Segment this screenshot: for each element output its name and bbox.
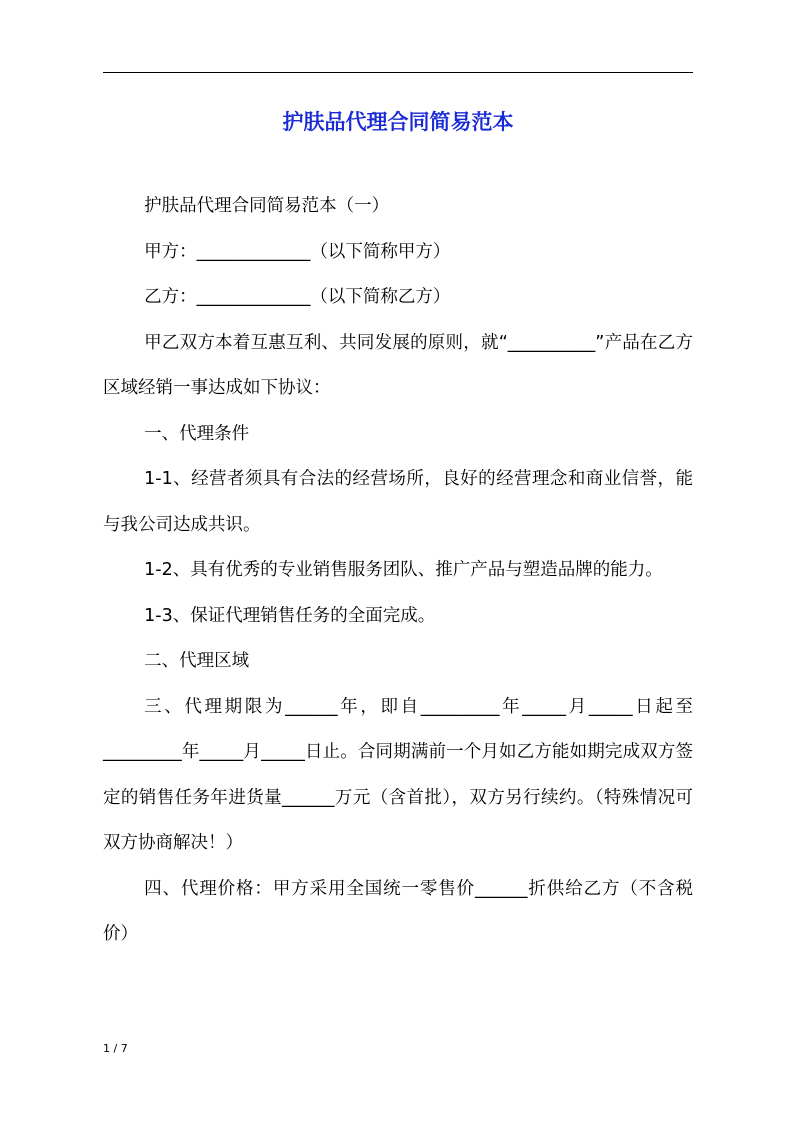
paragraph-subtitle: 护肤品代理合同简易范本（一） bbox=[144, 196, 390, 216]
clause-term: 三、代理期限为______年，即自_________年_____月_____日起至_________年_____月_____日止。合同期满前一个月如乙方能如期完成双方签定的销售任务年进货量______万元（含首批），双方另行续约。（特殊情况可双方协商解决！） bbox=[103, 696, 693, 853]
document-body bbox=[103, 184, 693, 958]
paragraph-preamble: 甲乙双方本着互惠互利、共同发展的原则，就“__________”产品在乙方区域经销一事达成如下协议： bbox=[103, 332, 693, 398]
header-rule bbox=[103, 72, 693, 73]
paragraph-party-b: 乙方：_____________（以下简称乙方） bbox=[144, 287, 451, 307]
clause-price: 四、代理价格：甲方采用全国统一零售价______折供给乙方（不含税价） bbox=[103, 878, 693, 944]
clause-1-1: 1-1、经营者须具有合法的经营场所，良好的经营理念和商业信誉，能与我公司达成共识。 bbox=[103, 469, 693, 535]
clause-1-2: 1-2、具有优秀的专业销售服务团队、推广产品与塑造品牌的能力。 bbox=[144, 560, 663, 580]
section-heading-conditions: 一、代理条件 bbox=[144, 423, 250, 444]
page-number: 1 / 7 bbox=[103, 1042, 128, 1055]
paragraph-party-a: 甲方：_____________（以下简称甲方） bbox=[144, 241, 451, 262]
section-heading-region: 二、代理区域 bbox=[144, 651, 250, 671]
clause-1-3: 1-3、保证代理销售任务的全面完成。 bbox=[144, 605, 436, 626]
document-title: 护肤品代理合同简易范本 bbox=[282, 110, 514, 134]
